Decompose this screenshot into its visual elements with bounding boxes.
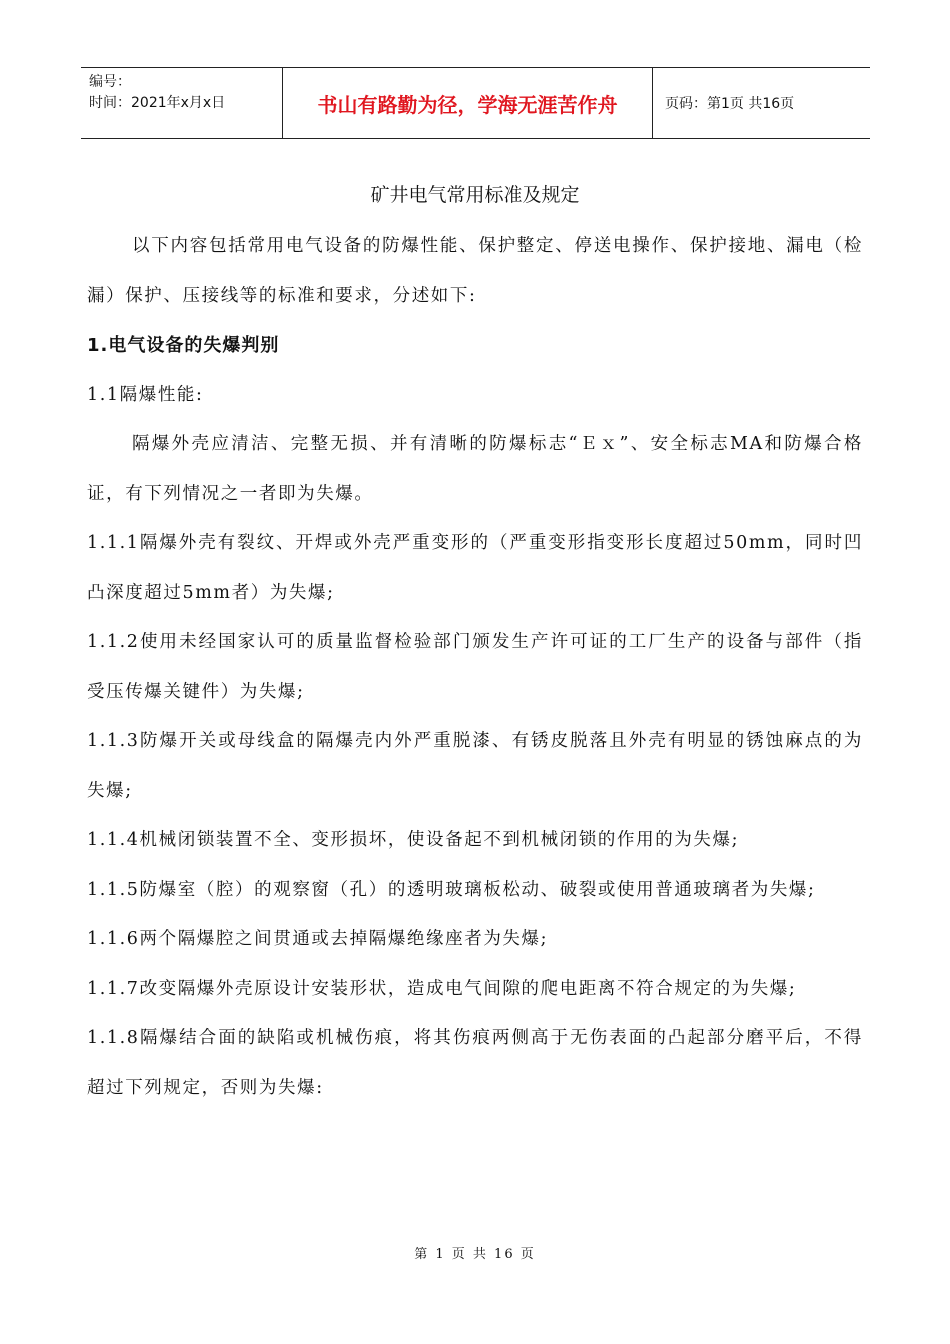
document-body	[87, 222, 863, 1113]
list-item: 1.1.1隔爆外壳有裂纹、开焊或外壳严重变形的（严重变形指变形长度超过50mm，同时凹凸深度超过5mm者）为失爆;	[87, 533, 863, 603]
page-label: 页码：第1页 共16页	[665, 96, 795, 112]
list-item: 1.1.8隔爆结合面的缺陷或机械伤痕，将其伤痕两侧高于无伤表面的凸起部分磨平后，不得超过下列规定，否则为失爆:	[87, 1028, 863, 1098]
list-item: 1.1.3防爆开关或母线盒的隔爆壳内外严重脱漆、有锈皮脱落且外壳有明显的锈蚀麻点的为失爆;	[87, 731, 863, 801]
list-item: 1.1.5防爆室（腔）的观察窗（孔）的透明玻璃板松动、破裂或使用普通玻璃者为失爆;	[87, 879, 816, 900]
motto-cell	[282, 68, 653, 138]
page-footer: 第 1 页 共 16 页	[414, 1247, 536, 1262]
list-item: 1.1.4机械闭锁装置不全、变形损坏，使设备起不到机械闭锁的作用的为失爆;	[87, 830, 740, 850]
header-table	[81, 67, 870, 139]
intro-paragraph: 以下内容包括常用电气设备的防爆性能、保护整定、停送电操作、保护接地、漏电（检漏）保护、压接线等的标准和要求，分述如下:	[87, 236, 863, 306]
list-item: 1.1.2使用未经国家认可的质量监督检验部门颁发生产许可证的工厂生产的设备与部件（指受压传爆关键件）为失爆;	[87, 632, 863, 702]
list-item: 1.1.7改变隔爆外壳原设计安装形状，造成电气间隙的爬电距离不符合规定的为失爆;	[87, 978, 797, 999]
body-paragraph: 隔爆外壳应清洁、完整无损、并有清晰的防爆标志“Ｅｘ”、安全标志MA和防爆合格证，有下列情况之一者即为失爆。	[87, 434, 863, 504]
motto-text: 书山有路勤为径，学海无涯苦作舟	[317, 92, 618, 117]
list-item: 1.1.6两个隔爆腔之间贯通或去掉隔爆绝缘座者为失爆;	[87, 929, 549, 949]
page-number-cell	[653, 68, 870, 138]
number-label: 编号：	[89, 74, 131, 90]
document-title: 矿井电气常用标准及规定	[370, 184, 580, 206]
time-label: 时间：2021年x月x日	[89, 95, 226, 111]
section-heading: 1.电气设备的失爆判别	[87, 335, 280, 356]
header-left-cell	[81, 68, 282, 138]
subsection-heading: 1.1隔爆性能:	[87, 384, 204, 405]
